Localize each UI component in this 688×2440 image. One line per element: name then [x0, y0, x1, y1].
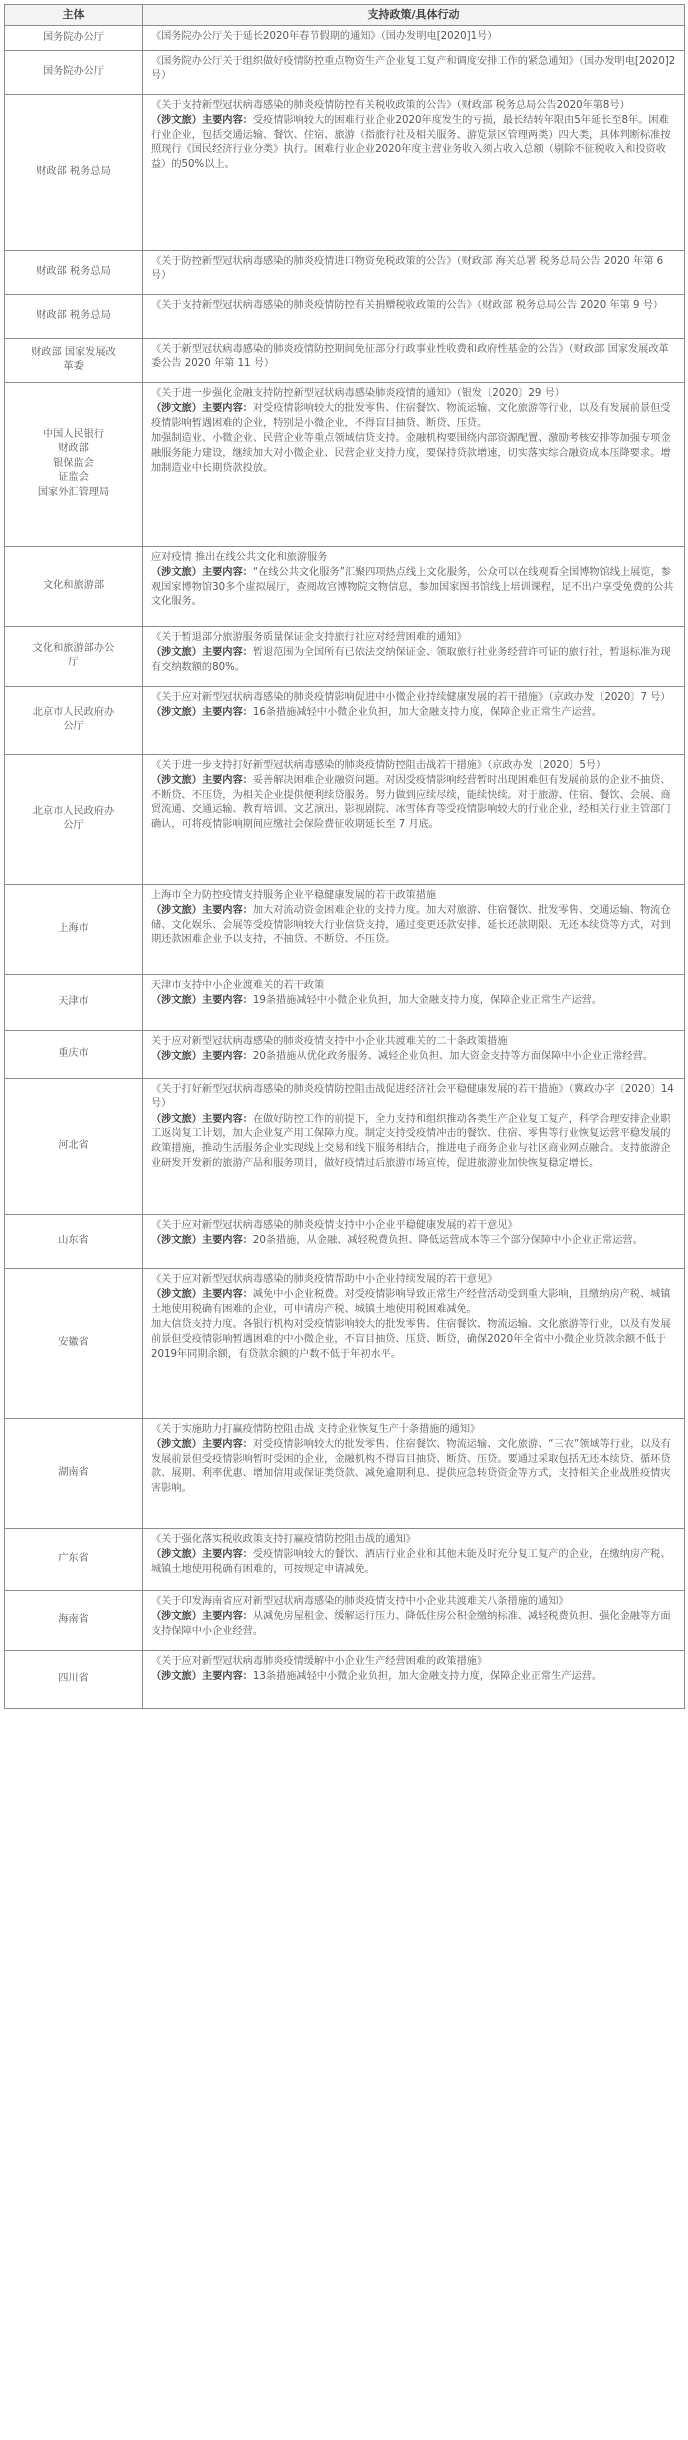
- row-policy-content: [143, 50, 685, 94]
- policy-paragraph: [151, 1288, 678, 1317]
- policy-paragraph: [151, 402, 678, 431]
- culture-tourism-tag: （涉文旅）: [151, 403, 202, 415]
- row-policy-content: [143, 1214, 685, 1268]
- row-policy-content: [143, 626, 685, 686]
- table-row: [5, 1078, 685, 1214]
- subject-line: 公厅: [63, 721, 84, 733]
- policy-paragraph: [151, 299, 678, 314]
- subject-line: 文化和旅游部: [42, 579, 105, 591]
- culture-tourism-tag: （涉文旅）: [151, 1549, 202, 1561]
- row-policy-content: [143, 338, 685, 382]
- table-row: [5, 338, 685, 382]
- main-content-label: 主要内容：: [201, 647, 253, 659]
- row-subject: [5, 250, 143, 294]
- policy-paragraph: [151, 114, 678, 172]
- subject-line: 财政部 国家发展改: [31, 346, 116, 358]
- header-policy: 支持政策/具体行动: [143, 5, 685, 26]
- subject-line: 文化和旅游部办公: [32, 642, 115, 654]
- row-subject: [5, 1418, 143, 1528]
- table-row: [5, 1214, 685, 1268]
- policy-paragraph: [151, 1083, 678, 1112]
- table-row: [5, 754, 685, 884]
- row-subject: [5, 974, 143, 1030]
- policy-paragraph: [151, 1113, 678, 1171]
- table-row: [5, 1590, 685, 1650]
- row-policy-content: [143, 546, 685, 626]
- policy-text: 《关于支持新型冠状病毒感染的肺炎疫情防控有关税收政策的公告》（财政部 税务总局公告2020年第8号）: [151, 99, 630, 111]
- policy-paragraph: [151, 1595, 678, 1610]
- policy-paragraph: [151, 759, 678, 774]
- table-row: [5, 50, 685, 94]
- row-subject: [5, 1268, 143, 1418]
- row-policy-content: [143, 1268, 685, 1418]
- policy-text: 《国务院办公厅关于延长2020年春节假期的通知》（国办发明电[2020]1号）: [151, 31, 498, 42]
- policy-paragraph: [151, 994, 678, 1009]
- main-content-label: 主要内容：: [201, 1439, 253, 1451]
- policy-paragraph: [151, 691, 678, 706]
- policy-text: 《关于防控新型冠状病毒感染的肺炎疫情进口物资免税政策的公告》（财政部 海关总署 税务总局公告 2020 年第 6 号）: [151, 255, 664, 282]
- culture-tourism-tag: （涉文旅）: [151, 775, 202, 787]
- policy-text: 《关于印发海南省应对新型冠状病毒感染的肺炎疫情支持中小企业共渡难关八条措施的通知》: [151, 1595, 569, 1607]
- policy-paragraph: [151, 1318, 678, 1362]
- policy-text: 《关于支持新型冠状病毒感染的肺炎疫情防控有关捐赠税收政策的公告》（财政部 税务总局公告 2020 年第 9 号）: [151, 299, 664, 311]
- policy-paragraph: [151, 1035, 678, 1050]
- policy-paragraph: [151, 432, 678, 476]
- row-policy-content: [143, 26, 685, 51]
- policy-paragraph: [151, 99, 678, 114]
- policy-paragraph: [151, 1438, 678, 1496]
- policy-paragraph: [151, 255, 678, 284]
- main-content-label: 主要内容：: [201, 775, 253, 787]
- policy-text: 《关于进一步强化金融支持防控新型冠状病毒感染肺炎疫情的通知》（银发〔2020〕29 号）: [151, 387, 565, 399]
- policy-paragraph: [151, 889, 678, 904]
- policy-paragraph: [151, 551, 678, 566]
- policy-text: 加大对流动资金困难企业的支持力度。加大对旅游、住宿餐饮、批发零售、交通运输、物流仓储、文化娱乐、会展等受疫情影响较大行业信贷支持，通过变更还款安排、延长还款期限、无还本续贷等方式，对到期还款困难企业予以支持，不抽贷、不断贷、不压贷。: [151, 905, 671, 946]
- policy-paragraph: [151, 904, 678, 948]
- policy-text: 对受疫情影响较大的批发零售、住宿餐饮、物流运输、文化旅游、“三农”领域等行业，以及有发展前景但受疫情影响暂时受困的企业，金融机构不得盲目抽贷、断贷、压贷。要通过采取包括无还本续贷、循环贷款、展期、利率优惠、增加信用或保证类贷款、减免逾期利息、提供应急转贷资金等方式，支持相关企业战胜疫情灾害影响。: [151, 1439, 671, 1494]
- subject-line: 公厅: [63, 820, 84, 832]
- policy-paragraph: [151, 1219, 678, 1234]
- policy-paragraph: [151, 631, 678, 646]
- row-subject: [5, 626, 143, 686]
- policy-text: 13条措施减轻中小微企业负担，加大金融支持力度，保障企业正常生产运营。: [252, 1671, 603, 1683]
- subject-line: 财政部: [58, 443, 89, 455]
- policy-text: 在做好防控工作的前提下，全力支持和组织推动各类生产企业复工复产，科学合理安排企业职工返岗复工计划，加大企业复产用工保障力度。制定支持受疫情冲击的餐饮、住宿、零售等行业恢复运营平稳发展的政策措施，推动生活服务企业实现线上交易和线下服务相结合，推进电子商务企业与社区商业网点融合。支持旅游企业研发开发新的旅游产品和服务项目，做好疫情过后旅游市场宣传，促进旅游业加快恢复稳定增长。: [151, 1113, 671, 1169]
- row-policy-content: [143, 1030, 685, 1078]
- main-content-label: 主要内容：: [201, 403, 253, 415]
- subject-line: 重庆市: [58, 1047, 89, 1059]
- row-subject: [5, 1030, 143, 1078]
- policy-text: 《关于应对新型冠状病毒感染的肺炎疫情帮助中小企业持续发展的若干意见》: [151, 1273, 498, 1285]
- policy-text: 关于应对新型冠状病毒感染的肺炎疫情支持中小企业共渡难关的二十条政策措施: [151, 1035, 508, 1047]
- culture-tourism-tag: （涉文旅）: [151, 905, 202, 917]
- policy-paragraph: [151, 387, 678, 402]
- policy-paragraph: [151, 1670, 678, 1685]
- policy-text: 《关于应对新型冠状病毒感染的肺炎疫情支持中小企业平稳健康发展的若干意见》: [151, 1219, 518, 1231]
- header-subject: 主体: [5, 5, 143, 26]
- culture-tourism-tag: （涉文旅）: [151, 1439, 202, 1451]
- policy-paragraph: [151, 30, 678, 45]
- main-content-label: 主要内容：: [201, 707, 253, 719]
- policy-paragraph: [151, 1423, 678, 1438]
- policy-paragraph: [151, 343, 678, 372]
- row-policy-content: [143, 686, 685, 754]
- policy-text: 《关于应对新型冠状病毒感染的肺炎疫情影响促进中小微企业持续健康发展的若干措施》（京政办发〔2020〕7 号）: [151, 691, 671, 703]
- policy-paragraph: [151, 774, 678, 832]
- policy-paragraph: [151, 1533, 678, 1548]
- subject-line: 财政部 税务总局: [36, 309, 111, 321]
- policy-text: 应对疫情 推出在线公共文化和旅游服务: [151, 551, 328, 563]
- table-row: [5, 1030, 685, 1078]
- policy-table-body: [5, 26, 685, 1709]
- policy-paragraph: [151, 1234, 678, 1249]
- table-row: [5, 1650, 685, 1708]
- table-row: [5, 884, 685, 974]
- culture-tourism-tag: （涉文旅）: [151, 995, 202, 1007]
- policy-paragraph: [151, 1050, 678, 1065]
- main-content-label: 主要内容：: [201, 567, 253, 579]
- policy-paragraph: [151, 646, 678, 675]
- subject-line: 国务院办公厅: [42, 31, 105, 43]
- subject-line: 四川省: [58, 1672, 89, 1684]
- policy-text: 《关于打好新型冠状病毒感染的肺炎疫情防控阻击战促进经济社会平稳健康发展的若干措施》（冀政办字〔2020〕14 号）: [151, 1083, 674, 1110]
- policy-text: 从减免房屋租金、缓解运行压力、降低住房公积金缴纳标准、减轻税费负担、强化金融等方面支持保障中小企业经营。: [151, 1611, 671, 1637]
- policy-paragraph: [151, 1273, 678, 1288]
- policy-text: 妥善解决困难企业融资问题。对因受疫情影响经营暂时出现困难但有发展前景的企业不抽贷、不断贷、不压贷，为相关企业提供便利续贷服务。努力做到应续尽续，能续快续。对于旅游、住宿、餐饮、会展、商贸流通、交通运输、教育培训、文艺演出、影视剧院、冰雪体育等受疫情影响较大的行业企业，经相关行业主管部门确认，可将疫情影响期间应缴社会保险费征收期延长至 7 月底。: [151, 775, 671, 830]
- table-row: [5, 974, 685, 1030]
- main-content-label: 主要内容：: [201, 995, 253, 1007]
- main-content-label: 主要内容：: [201, 115, 253, 127]
- policy-text: 《关于进一步支持打好新型冠状病毒感染的肺炎疫情防控阻击战若干措施》（京政办发〔2020〕5号）: [151, 759, 607, 771]
- row-subject: [5, 754, 143, 884]
- policy-text: 《国务院办公厅关于组织做好疫情防控重点物资生产企业复工复产和调度安排工作的紧急通知》（国办发明电[2020]2号）: [151, 55, 676, 82]
- table-row: [5, 626, 685, 686]
- row-subject: [5, 1214, 143, 1268]
- subject-line: 财政部 税务总局: [36, 165, 111, 177]
- row-policy-content: [143, 754, 685, 884]
- subject-line: 湖南省: [58, 1466, 89, 1478]
- main-content-label: 主要内容：: [201, 905, 253, 917]
- subject-line: 证监会: [58, 472, 89, 484]
- policy-paragraph: [151, 566, 678, 610]
- row-subject: [5, 1650, 143, 1708]
- row-policy-content: [143, 1528, 685, 1590]
- main-content-label: 主要内容：: [201, 1549, 253, 1561]
- row-policy-content: [143, 1650, 685, 1708]
- culture-tourism-tag: （涉文旅）: [151, 707, 202, 719]
- culture-tourism-tag: （涉文旅）: [151, 567, 202, 579]
- main-content-label: 主要内容：: [201, 1235, 253, 1247]
- row-subject: [5, 26, 143, 51]
- row-subject: [5, 1078, 143, 1214]
- row-policy-content: [143, 1418, 685, 1528]
- policy-paragraph: [151, 1548, 678, 1577]
- table-row: [5, 250, 685, 294]
- table-row: [5, 546, 685, 626]
- table-row: [5, 26, 685, 51]
- subject-line: 厅: [68, 657, 79, 669]
- row-subject: [5, 1528, 143, 1590]
- policy-text: 减免中小企业税费。对受疫情影响导致正常生产经营活动受到重大影响，且缴纳房产税、城镇土地使用税确有困难的企业，可申请房产税、城镇土地使用税困难减免。: [151, 1289, 671, 1315]
- subject-line: 上海市: [58, 922, 89, 934]
- table-row: [5, 382, 685, 546]
- subject-line: 财政部 税务总局: [36, 265, 111, 277]
- policy-paragraph: [151, 1610, 678, 1639]
- subject-line: 安徽省: [58, 1336, 89, 1348]
- row-policy-content: [143, 250, 685, 294]
- subject-line: 河北省: [58, 1139, 89, 1151]
- row-policy-content: [143, 1590, 685, 1650]
- main-content-label: 主要内容：: [201, 1051, 253, 1063]
- main-content-label: 主要内容：: [201, 1611, 253, 1623]
- table-row: [5, 294, 685, 338]
- row-subject: [5, 382, 143, 546]
- policy-table: [4, 4, 685, 1709]
- table-row: [5, 1418, 685, 1528]
- row-subject: [5, 338, 143, 382]
- culture-tourism-tag: （涉文旅）: [151, 1611, 202, 1623]
- row-policy-content: [143, 974, 685, 1030]
- culture-tourism-tag: （涉文旅）: [151, 1289, 202, 1301]
- policy-text: 19条措施减轻中小微企业负担，加大金融支持力度，保障企业正常生产运营。: [252, 995, 603, 1007]
- policy-paragraph: [151, 706, 678, 721]
- subject-line: 北京市人民政府办: [32, 805, 115, 817]
- policy-text: 受疫情影响较大的餐饮、酒店行业企业和其他未能及时充分复工复产的企业，在缴纳房产税、城镇土地使用税确有困难的，可按规定申请减免。: [151, 1549, 671, 1575]
- table-row: [5, 94, 685, 250]
- table-header-row: [5, 5, 685, 26]
- table-row: [5, 1268, 685, 1418]
- policy-text: “在线公共文化服务”汇聚四项热点线上文化服务，公众可以在线观看全国博物馆线上展览，参观国家博物馆30多个虚拟展厅，查阅故宫博物院文物信息，参加国家图书馆线上培训课程，足不出户享受免费的公共文化服务。: [151, 567, 674, 608]
- row-policy-content: [143, 382, 685, 546]
- policy-text: 受疫情影响较大的困难行业企业2020年度发生的亏损，最长结转年限由5年延长至8年。困难行业企业，包括交通运输、餐饮、住宿、旅游（指旅行社及相关服务、游览景区管理两类）四大类，具体判断标准按照现行《国民经济行业分类》执行。困难行业企业2020年度主营业务收入须占收入总额（剔除不征税收入和投资收益）的50%以上。: [151, 115, 671, 170]
- policy-text: 《关于实施助力打赢疫情防控阻击战 支持企业恢复生产十条措施的通知》: [151, 1423, 481, 1435]
- subject-line: 北京市人民政府办: [32, 706, 115, 718]
- row-policy-content: [143, 294, 685, 338]
- main-content-label: 主要内容：: [201, 1671, 253, 1683]
- row-subject: [5, 884, 143, 974]
- table-row: [5, 686, 685, 754]
- culture-tourism-tag: （涉文旅）: [151, 647, 202, 659]
- policy-text: 20条措施，从金融、减轻税费负担、降低运营成本等三个部分保障中小企业正常运营。: [252, 1235, 643, 1247]
- policy-text: 对受疫情影响较大的批发零售、住宿餐饮、物流运输、文化旅游等行业，以及有发展前景但受疫情影响暂遇困难的企业，特别是小微企业，不得盲目抽贷、断贷、压贷。: [151, 403, 671, 429]
- table-row: [5, 1528, 685, 1590]
- row-policy-content: [143, 1078, 685, 1214]
- culture-tourism-tag: （涉文旅）: [151, 115, 202, 127]
- policy-text: 上海市全力防控疫情支持服务企业平稳健康发展的若干政策措施: [151, 889, 437, 901]
- policy-text: 暂退范围为全国所有已依法交纳保证金、领取旅行社业务经营许可证的旅行社，暂退标准为现有交纳数额的80%。: [151, 647, 671, 673]
- row-subject: [5, 686, 143, 754]
- policy-paragraph: [151, 55, 678, 84]
- policy-text: 《关于新型冠状病毒感染的肺炎疫情防控期间免征部分行政事业性收费和政府性基金的公告》（财政部 国家发展改革委公告 2020 年第 11 号）: [151, 343, 669, 370]
- policy-text: 《关于暂退部分旅游服务质量保证金支持旅行社应对经营困难的通知》: [151, 631, 467, 643]
- subject-line: 银保监会: [53, 457, 94, 469]
- subject-line: 广东省: [58, 1552, 89, 1564]
- subject-line: 国家外汇管理局: [37, 486, 110, 498]
- row-policy-content: [143, 94, 685, 250]
- policy-paragraph: [151, 1655, 678, 1670]
- row-subject: [5, 294, 143, 338]
- row-subject: [5, 546, 143, 626]
- policy-text: 20条措施从优化政务服务、减轻企业负担、加大资金支持等方面保障中小企业正常经营。: [252, 1051, 653, 1063]
- policy-text: 《关于应对新型冠状病毒肺炎疫情缓解中小企业生产经营困难的政策措施》: [151, 1655, 488, 1667]
- subject-line: 国务院办公厅: [42, 65, 105, 77]
- subject-line: 海南省: [58, 1613, 89, 1625]
- row-policy-content: [143, 884, 685, 974]
- policy-text: 《关于强化落实税收政策支持打赢疫情防控阻击战的通知》: [151, 1533, 416, 1545]
- culture-tourism-tag: （涉文旅）: [151, 1113, 202, 1125]
- subject-line: 中国人民银行: [42, 428, 105, 440]
- subject-line: 山东省: [58, 1234, 89, 1246]
- culture-tourism-tag: （涉文旅）: [151, 1051, 202, 1063]
- culture-tourism-tag: （涉文旅）: [151, 1235, 202, 1247]
- row-subject: [5, 1590, 143, 1650]
- row-subject: [5, 94, 143, 250]
- policy-text: 加强制造业、小微企业、民营企业等重点领域信贷支持。金融机构要围绕内部资源配置、激励考核安排等加强专项金融服务能力建设，继续加大对小微企业、民营企业支持力度，要保持贷款增速，切实落实综合融资成本压降要求。增加制造业中长期贷款投放。: [151, 433, 671, 474]
- subject-line: 革委: [63, 361, 84, 373]
- culture-tourism-tag: （涉文旅）: [151, 1671, 202, 1683]
- main-content-label: 主要内容：: [201, 1113, 253, 1125]
- policy-text: 天津市支持中小企业渡难关的若干政策: [151, 979, 325, 991]
- policy-text: 加大信贷支持力度。各银行机构对受疫情影响较大的批发零售、住宿餐饮、物流运输、文化旅游等行业，以及有发展前景但受疫情影响暂遇困难的中小微企业，不盲目抽贷、压贷、断贷，确保2020年全省中小微企业贷款余额不低于2019年同期余额，有贷款余额的户数不低于年初水平。: [151, 1319, 671, 1360]
- row-subject: [5, 50, 143, 94]
- policy-text: 16条措施减轻中小微企业负担，加大金融支持力度，保障企业正常生产运营。: [252, 707, 603, 719]
- main-content-label: 主要内容：: [201, 1289, 253, 1301]
- policy-paragraph: [151, 979, 678, 994]
- subject-line: 天津市: [58, 995, 89, 1007]
